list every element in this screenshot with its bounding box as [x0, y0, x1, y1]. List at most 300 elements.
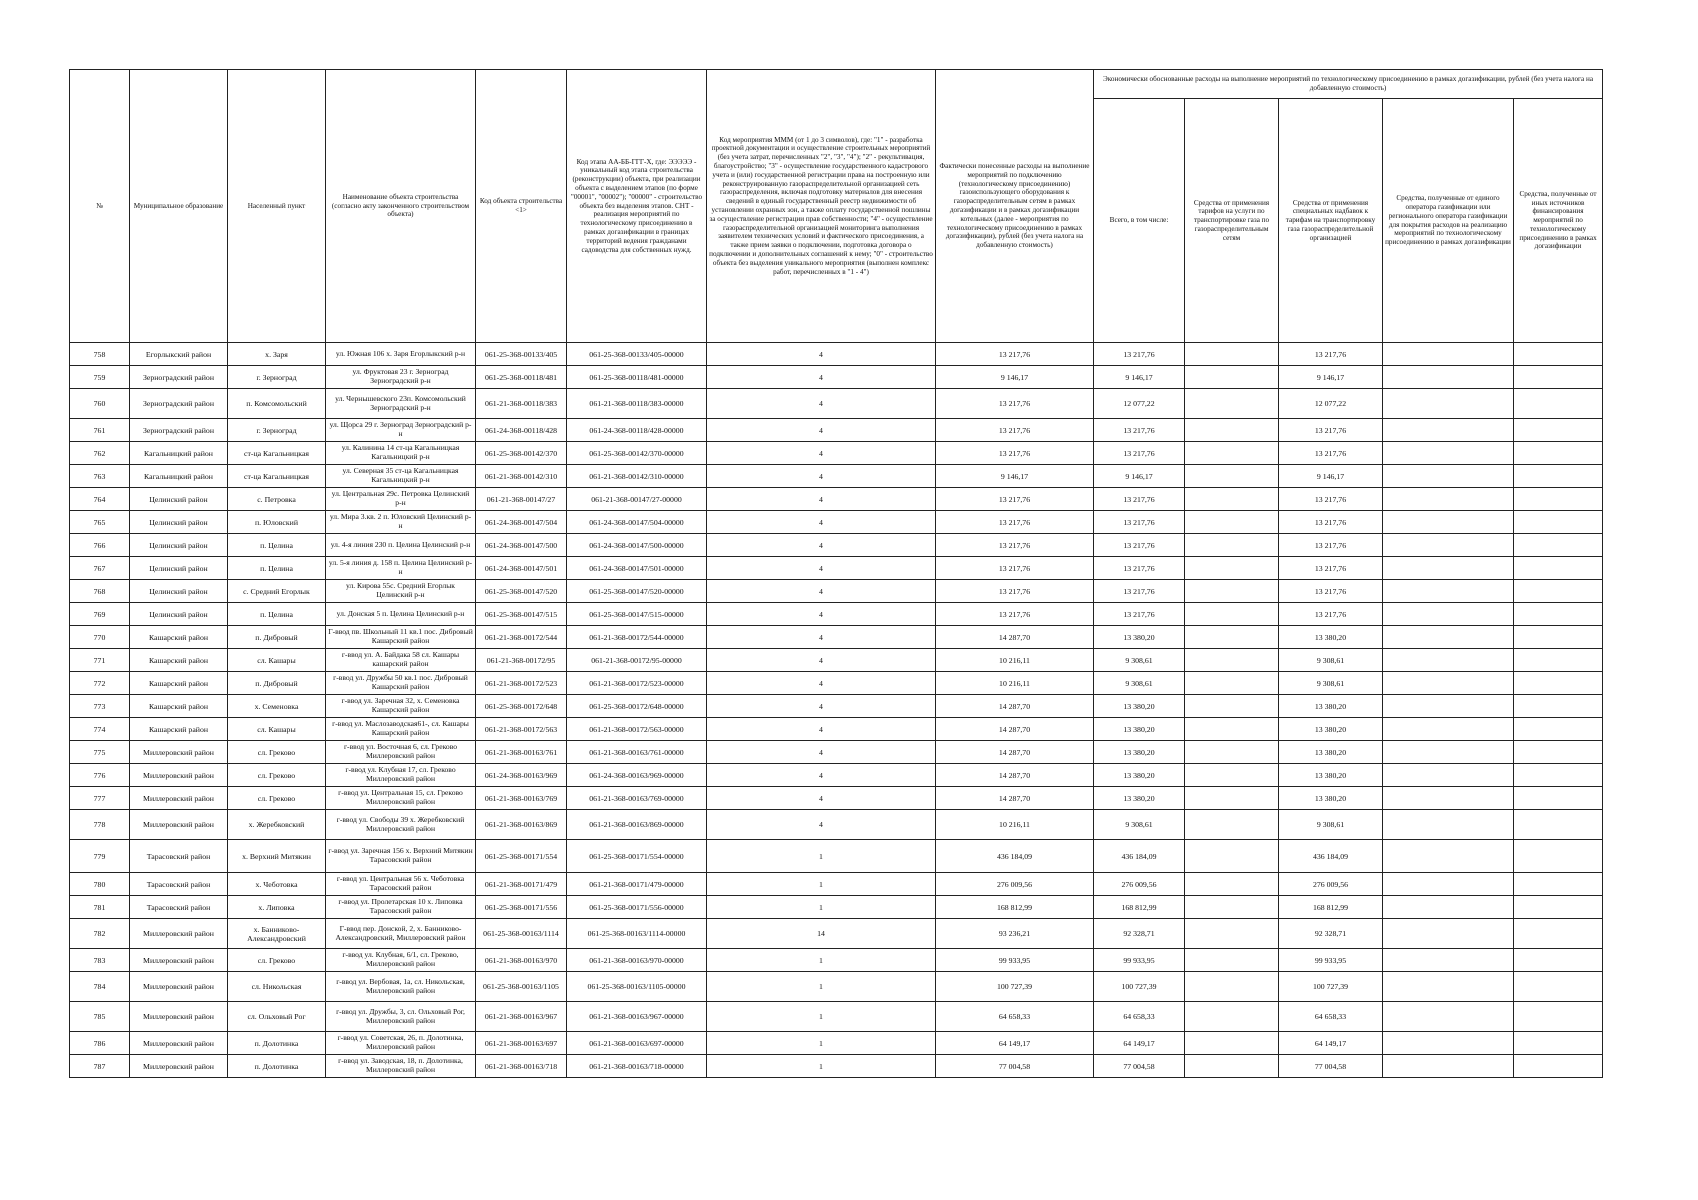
row-tariff-funds	[1185, 580, 1279, 603]
row-special-surcharge: 13 217,76	[1279, 442, 1383, 465]
row-event-code: 4	[707, 603, 936, 626]
row-stage-code: 061-25-368-00172/648-00000	[567, 695, 707, 718]
row-special-surcharge: 100 727,39	[1279, 972, 1383, 1002]
row-special-surcharge: 9 146,17	[1279, 465, 1383, 488]
row-other-funds	[1514, 672, 1603, 695]
row-stage-code: 061-24-368-00118/428-00000	[567, 419, 707, 442]
row-settlement: с. Средний Егорлык	[228, 580, 326, 603]
row-object-code: 061-24-368-00147/504	[476, 511, 567, 534]
row-number: 761	[70, 419, 130, 442]
row-other-funds	[1514, 626, 1603, 649]
row-actual-costs: 13 217,76	[936, 580, 1094, 603]
row-special-surcharge: 77 004,58	[1279, 1055, 1383, 1078]
row-object-name: ул. 4-я линия 230 п. Целина Целинский р-н	[326, 534, 476, 557]
row-municipality: Зерноградский район	[130, 389, 228, 419]
row-stage-code: 061-24-368-00163/969-00000	[567, 764, 707, 787]
row-special-surcharge: 13 217,76	[1279, 511, 1383, 534]
row-stage-code: 061-25-368-00118/481-00000	[567, 366, 707, 389]
table-row	[70, 465, 1603, 488]
row-tariff-funds	[1185, 626, 1279, 649]
row-settlement: сл. Греково	[228, 949, 326, 972]
row-special-surcharge: 13 380,20	[1279, 695, 1383, 718]
row-special-surcharge: 13 217,76	[1279, 534, 1383, 557]
row-object-code: 061-21-368-00171/479	[476, 873, 567, 896]
row-event-code: 4	[707, 511, 936, 534]
row-object-code: 061-21-368-00163/967	[476, 1002, 567, 1032]
row-object-name: ул. Центральная 29с. Петровка Целинский р-н	[326, 488, 476, 511]
table-row	[70, 787, 1603, 810]
row-actual-costs: 14 287,70	[936, 741, 1094, 764]
row-object-name: ул. Донская 5 п. Целина Целинский р-н	[326, 603, 476, 626]
table-row	[70, 919, 1603, 949]
row-operator-funds	[1383, 896, 1514, 919]
row-event-code: 4	[707, 465, 936, 488]
row-municipality: Зерноградский район	[130, 419, 228, 442]
row-tariff-funds	[1185, 873, 1279, 896]
row-municipality: Кашарский район	[130, 626, 228, 649]
row-object-name: г-ввод ул. Центральная 15, сл. Греково Миллеровский район	[326, 787, 476, 810]
row-settlement: п. Целина	[228, 557, 326, 580]
row-object-name: ул. Мира 3.кв. 2 п. Юловский Целинский р-н	[326, 511, 476, 534]
row-event-code: 4	[707, 626, 936, 649]
row-special-surcharge: 13 217,76	[1279, 488, 1383, 511]
row-object-code: 061-25-368-00172/648	[476, 695, 567, 718]
col-header-special-surcharge-funds: Средства от применения специальных надбавок к тарифам на транспортировку газа газораспределительной организацией	[1279, 99, 1383, 343]
row-object-code: 061-25-368-00142/370	[476, 442, 567, 465]
table-row	[70, 810, 1603, 840]
table-row	[70, 949, 1603, 972]
row-actual-costs: 13 217,76	[936, 511, 1094, 534]
row-settlement: п. Долотинка	[228, 1032, 326, 1055]
row-settlement: сл. Греково	[228, 764, 326, 787]
table-row	[70, 1055, 1603, 1078]
row-event-code: 4	[707, 580, 936, 603]
row-object-name: ул. Фруктовая 23 г. Зерноград Зерноградский р-н	[326, 366, 476, 389]
row-stage-code: 061-21-368-00172/95-00000	[567, 649, 707, 672]
row-settlement: г. Зерноград	[228, 419, 326, 442]
row-event-code: 4	[707, 442, 936, 465]
row-municipality: Кашарский район	[130, 718, 228, 741]
row-actual-costs: 10 216,11	[936, 649, 1094, 672]
row-other-funds	[1514, 557, 1603, 580]
row-settlement: х. Семеновка	[228, 695, 326, 718]
row-operator-funds	[1383, 511, 1514, 534]
row-special-surcharge: 13 217,76	[1279, 343, 1383, 366]
row-total: 436 184,09	[1094, 840, 1185, 873]
row-municipality: Целинский район	[130, 603, 228, 626]
row-number: 778	[70, 810, 130, 840]
table-row	[70, 972, 1603, 1002]
row-number: 769	[70, 603, 130, 626]
table-row	[70, 764, 1603, 787]
row-number: 767	[70, 557, 130, 580]
row-tariff-funds	[1185, 741, 1279, 764]
table-row	[70, 695, 1603, 718]
row-tariff-funds	[1185, 366, 1279, 389]
table-row	[70, 1032, 1603, 1055]
row-municipality: Егорлыкский район	[130, 343, 228, 366]
row-total: 13 380,20	[1094, 741, 1185, 764]
row-settlement: сл. Кашары	[228, 718, 326, 741]
row-event-code: 4	[707, 366, 936, 389]
row-object-code: 061-24-368-00147/501	[476, 557, 567, 580]
row-object-code: 061-21-368-00172/95	[476, 649, 567, 672]
row-event-code: 1	[707, 896, 936, 919]
row-event-code: 4	[707, 419, 936, 442]
row-tariff-funds	[1185, 557, 1279, 580]
row-operator-funds	[1383, 1032, 1514, 1055]
tech-connection-table	[69, 69, 1603, 1078]
row-actual-costs: 100 727,39	[936, 972, 1094, 1002]
row-other-funds	[1514, 603, 1603, 626]
row-event-code: 4	[707, 389, 936, 419]
row-stage-code: 061-21-368-00163/761-00000	[567, 741, 707, 764]
row-special-surcharge: 9 308,61	[1279, 672, 1383, 695]
table-row	[70, 1002, 1603, 1032]
row-actual-costs: 14 287,70	[936, 718, 1094, 741]
row-total: 64 149,17	[1094, 1032, 1185, 1055]
row-tariff-funds	[1185, 787, 1279, 810]
row-other-funds	[1514, 1032, 1603, 1055]
row-operator-funds	[1383, 366, 1514, 389]
row-actual-costs: 168 812,99	[936, 896, 1094, 919]
row-operator-funds	[1383, 695, 1514, 718]
row-actual-costs: 276 009,56	[936, 873, 1094, 896]
row-object-code: 061-25-368-00147/515	[476, 603, 567, 626]
row-other-funds	[1514, 511, 1603, 534]
row-other-funds	[1514, 389, 1603, 419]
row-event-code: 1	[707, 840, 936, 873]
row-stage-code: 061-21-368-00163/970-00000	[567, 949, 707, 972]
table-row	[70, 366, 1603, 389]
table-row	[70, 896, 1603, 919]
row-total: 9 146,17	[1094, 465, 1185, 488]
col-header-operator-funds: Средства, полученные от единого оператора газификации или регионального оператора газификации для покрытия расходов на реализацию мероприятий по технологическому присоединению в рамках догазификации	[1383, 99, 1514, 343]
row-other-funds	[1514, 465, 1603, 488]
row-stage-code: 061-21-368-00142/310-00000	[567, 465, 707, 488]
row-special-surcharge: 13 380,20	[1279, 787, 1383, 810]
row-stage-code: 061-21-368-00163/697-00000	[567, 1032, 707, 1055]
row-actual-costs: 93 236,21	[936, 919, 1094, 949]
row-stage-code: 061-21-368-00118/383-00000	[567, 389, 707, 419]
row-settlement: п. Комсомольский	[228, 389, 326, 419]
row-other-funds	[1514, 972, 1603, 1002]
row-other-funds	[1514, 873, 1603, 896]
row-actual-costs: 14 287,70	[936, 626, 1094, 649]
row-total: 12 077,22	[1094, 389, 1185, 419]
table-row	[70, 419, 1603, 442]
table-row	[70, 343, 1603, 366]
row-settlement: сл. Никольская	[228, 972, 326, 1002]
row-total: 13 380,20	[1094, 764, 1185, 787]
table-header	[70, 70, 1603, 343]
row-object-name: г-ввод ул. Пролетарская 10 х. Липовка Тарасовский район	[326, 896, 476, 919]
row-stage-code: 061-21-368-00172/544-00000	[567, 626, 707, 649]
row-municipality: Кашарский район	[130, 649, 228, 672]
row-other-funds	[1514, 919, 1603, 949]
row-actual-costs: 13 217,76	[936, 442, 1094, 465]
row-total: 13 217,76	[1094, 419, 1185, 442]
row-other-funds	[1514, 366, 1603, 389]
row-event-code: 4	[707, 787, 936, 810]
row-actual-costs: 77 004,58	[936, 1055, 1094, 1078]
row-municipality: Миллеровский район	[130, 1032, 228, 1055]
row-actual-costs: 13 217,76	[936, 557, 1094, 580]
row-number: 776	[70, 764, 130, 787]
row-settlement: х. Верхний Митякин	[228, 840, 326, 873]
row-special-surcharge: 13 217,76	[1279, 603, 1383, 626]
row-operator-funds	[1383, 718, 1514, 741]
row-object-code: 061-21-368-00118/383	[476, 389, 567, 419]
row-stage-code: 061-21-368-00163/869-00000	[567, 810, 707, 840]
row-municipality: Миллеровский район	[130, 787, 228, 810]
row-number: 777	[70, 787, 130, 810]
row-special-surcharge: 12 077,22	[1279, 389, 1383, 419]
table-row	[70, 649, 1603, 672]
row-object-name: г-ввод ул. Маслозаводская61-, сл. Кашары Кашарский район	[326, 718, 476, 741]
row-municipality: Кагальницкий район	[130, 465, 228, 488]
row-event-code: 1	[707, 1002, 936, 1032]
row-event-code: 4	[707, 810, 936, 840]
row-number: 759	[70, 366, 130, 389]
col-header-total: Всего, в том числе:	[1094, 99, 1185, 343]
col-group-header-economic-costs: Экономически обоснованные расходы на выполнение мероприятий по технологическому присоединению в рамках догазификации, рублей (без учета налога на добавленную стоимость)	[1094, 70, 1603, 99]
row-event-code: 1	[707, 1055, 936, 1078]
row-stage-code: 061-25-368-00147/515-00000	[567, 603, 707, 626]
row-other-funds	[1514, 1002, 1603, 1032]
row-total: 13 217,76	[1094, 580, 1185, 603]
row-operator-funds	[1383, 840, 1514, 873]
row-stage-code: 061-25-368-00171/554-00000	[567, 840, 707, 873]
row-event-code: 4	[707, 557, 936, 580]
row-tariff-funds	[1185, 343, 1279, 366]
row-object-code: 061-25-368-00171/554	[476, 840, 567, 873]
row-operator-funds	[1383, 972, 1514, 1002]
row-object-name: г-ввод ул. Восточная 6, сл. Греково Миллеровский район	[326, 741, 476, 764]
row-stage-code: 061-25-368-00171/556-00000	[567, 896, 707, 919]
row-special-surcharge: 13 380,20	[1279, 718, 1383, 741]
row-special-surcharge: 9 308,61	[1279, 649, 1383, 672]
row-stage-code: 061-21-368-00163/769-00000	[567, 787, 707, 810]
row-number: 781	[70, 896, 130, 919]
col-header-object-code: Код объекта строительства <1>	[476, 70, 567, 343]
row-object-name: г-ввод ул. Заречная 32, х. Семеновка Кашарский район	[326, 695, 476, 718]
row-operator-funds	[1383, 580, 1514, 603]
row-tariff-funds	[1185, 465, 1279, 488]
row-event-code: 4	[707, 343, 936, 366]
row-number: 782	[70, 919, 130, 949]
row-actual-costs: 9 146,17	[936, 366, 1094, 389]
row-municipality: Целинский район	[130, 580, 228, 603]
row-actual-costs: 99 933,95	[936, 949, 1094, 972]
row-actual-costs: 13 217,76	[936, 419, 1094, 442]
row-number: 771	[70, 649, 130, 672]
row-tariff-funds	[1185, 764, 1279, 787]
row-settlement: сл. Кашары	[228, 649, 326, 672]
row-object-code: 061-21-368-00163/761	[476, 741, 567, 764]
row-actual-costs: 14 287,70	[936, 764, 1094, 787]
row-stage-code: 061-21-368-00171/479-00000	[567, 873, 707, 896]
row-stage-code: 061-25-368-00163/1105-00000	[567, 972, 707, 1002]
row-other-funds	[1514, 649, 1603, 672]
row-object-code: 061-25-368-00147/520	[476, 580, 567, 603]
row-other-funds	[1514, 840, 1603, 873]
row-tariff-funds	[1185, 649, 1279, 672]
row-settlement: п. Долотинка	[228, 1055, 326, 1078]
row-total: 168 812,99	[1094, 896, 1185, 919]
row-special-surcharge: 13 217,76	[1279, 580, 1383, 603]
row-number: 780	[70, 873, 130, 896]
row-settlement: г. Зерноград	[228, 366, 326, 389]
row-total: 13 380,20	[1094, 695, 1185, 718]
row-other-funds	[1514, 343, 1603, 366]
row-tariff-funds	[1185, 442, 1279, 465]
row-total: 9 308,61	[1094, 672, 1185, 695]
row-operator-funds	[1383, 1002, 1514, 1032]
row-event-code: 1	[707, 873, 936, 896]
row-operator-funds	[1383, 488, 1514, 511]
row-tariff-funds	[1185, 919, 1279, 949]
table-body	[70, 343, 1603, 1078]
row-event-code: 1	[707, 1032, 936, 1055]
row-event-code: 1	[707, 949, 936, 972]
row-object-name: ул. Калинина 14 ст-ца Кагальницкая Кагальницкий р-н	[326, 442, 476, 465]
col-header-municipality: Муниципальное образование	[130, 70, 228, 343]
row-settlement: ст-ца Кагальницкая	[228, 465, 326, 488]
row-municipality: Миллеровский район	[130, 1055, 228, 1078]
row-object-name: ул. Кирова 55с. Средний Егорлык Целинский р-н	[326, 580, 476, 603]
row-municipality: Целинский район	[130, 557, 228, 580]
row-actual-costs: 13 217,76	[936, 534, 1094, 557]
row-operator-funds	[1383, 741, 1514, 764]
row-object-code: 061-25-368-00133/405	[476, 343, 567, 366]
row-actual-costs: 10 216,11	[936, 672, 1094, 695]
table-row	[70, 580, 1603, 603]
row-actual-costs: 13 217,76	[936, 603, 1094, 626]
row-operator-funds	[1383, 672, 1514, 695]
row-number: 758	[70, 343, 130, 366]
table-row	[70, 626, 1603, 649]
row-number: 772	[70, 672, 130, 695]
row-object-name: ул. Чернышевского 23п. Комсомольский Зерноградский р-н	[326, 389, 476, 419]
row-settlement: п. Юловский	[228, 511, 326, 534]
row-object-code: 061-21-368-00163/970	[476, 949, 567, 972]
row-total: 92 328,71	[1094, 919, 1185, 949]
row-other-funds	[1514, 1055, 1603, 1078]
row-tariff-funds	[1185, 419, 1279, 442]
row-municipality: Целинский район	[130, 488, 228, 511]
row-other-funds	[1514, 810, 1603, 840]
row-event-code: 4	[707, 672, 936, 695]
col-header-event-code: Код мероприятия ММM (от 1 до 3 символов), где: "1" - разработка проектной документации и осуществление строительных мероприятий (без учета затрат, перечисленных "2", "3", "4"); "2" - рекультивация, благоустройство; "3" - осуществление государственного кадастрового учета и (или) государственной регистрации права на построенную или реконструированную газораспределительной организацией сеть газораспределения, включая подготовку материалов для внесения сведений в единый государственный реестр недвижимости об установлении охранных зон, а также оплату государственной пошлины за осуществление регистрации прав собственности; "4" - осуществление газораспределительной организацией мониторинга выполнения заявителем технических условий и фактического присоединения, а также прием заявки о подключении, подготовка договора о подключении и дополнительных соглашений к нему; "0" - строительство объекта без выделения уникального мероприятия (выполнен комплекс работ, перечисленных в "1 - 4")	[707, 70, 936, 343]
row-municipality: Целинский район	[130, 511, 228, 534]
row-event-code: 4	[707, 741, 936, 764]
row-number: 783	[70, 949, 130, 972]
col-header-settlement: Населенный пункт	[228, 70, 326, 343]
row-object-name: ул. 5-я линия д. 158 п. Целина Целинский р-н	[326, 557, 476, 580]
row-municipality: Целинский район	[130, 534, 228, 557]
col-header-object-name: Наименование объекта строительства (согласно акту законченного строительством объекта)	[326, 70, 476, 343]
row-tariff-funds	[1185, 511, 1279, 534]
row-operator-funds	[1383, 626, 1514, 649]
row-special-surcharge: 168 812,99	[1279, 896, 1383, 919]
row-settlement: х. Заря	[228, 343, 326, 366]
row-object-name: г-ввод ул. Центральная 56 х. Чеботовка Тарасовский район	[326, 873, 476, 896]
row-other-funds	[1514, 741, 1603, 764]
row-object-name: г-ввод ул. Клубная 17, сл. Греково Миллеровский район	[326, 764, 476, 787]
row-settlement: сл. Греково	[228, 741, 326, 764]
row-actual-costs: 64 658,33	[936, 1002, 1094, 1032]
row-object-code: 061-25-368-00163/1114	[476, 919, 567, 949]
row-other-funds	[1514, 764, 1603, 787]
row-event-code: 4	[707, 718, 936, 741]
row-event-code: 4	[707, 695, 936, 718]
row-object-code: 061-21-368-00172/563	[476, 718, 567, 741]
row-other-funds	[1514, 787, 1603, 810]
row-operator-funds	[1383, 419, 1514, 442]
row-municipality: Кагальницкий район	[130, 442, 228, 465]
row-object-code: 061-25-368-00118/481	[476, 366, 567, 389]
row-object-code: 061-21-368-00163/869	[476, 810, 567, 840]
row-operator-funds	[1383, 534, 1514, 557]
row-operator-funds	[1383, 1055, 1514, 1078]
row-settlement: п. Целина	[228, 603, 326, 626]
row-special-surcharge: 13 217,76	[1279, 419, 1383, 442]
row-object-code: 061-21-368-00142/310	[476, 465, 567, 488]
row-total: 13 217,76	[1094, 442, 1185, 465]
row-other-funds	[1514, 442, 1603, 465]
row-other-funds	[1514, 949, 1603, 972]
row-settlement: х. Чеботовка	[228, 873, 326, 896]
row-operator-funds	[1383, 919, 1514, 949]
row-operator-funds	[1383, 649, 1514, 672]
row-special-surcharge: 13 380,20	[1279, 741, 1383, 764]
row-operator-funds	[1383, 343, 1514, 366]
row-total: 13 217,76	[1094, 488, 1185, 511]
row-number: 763	[70, 465, 130, 488]
row-number: 766	[70, 534, 130, 557]
row-special-surcharge: 9 146,17	[1279, 366, 1383, 389]
row-total: 100 727,39	[1094, 972, 1185, 1002]
row-object-name: г-ввод ул. Дружбы, 3, сл. Ольховый Рог, Миллеровский район	[326, 1002, 476, 1032]
row-operator-funds	[1383, 465, 1514, 488]
row-number: 768	[70, 580, 130, 603]
row-settlement: х. Жеребковский	[228, 810, 326, 840]
row-object-name: г-ввод ул. Дружбы 50 кв.1 пос. Дибровый Кашарский район	[326, 672, 476, 695]
row-operator-funds	[1383, 442, 1514, 465]
row-settlement: ст-ца Кагальницкая	[228, 442, 326, 465]
row-operator-funds	[1383, 949, 1514, 972]
row-object-code: 061-25-368-00171/556	[476, 896, 567, 919]
row-object-code: 061-21-368-00163/769	[476, 787, 567, 810]
row-operator-funds	[1383, 557, 1514, 580]
row-operator-funds	[1383, 810, 1514, 840]
row-event-code: 1	[707, 972, 936, 1002]
row-object-name: г-ввод ул. А. Байдака 58 сл. Кашары кашарский район	[326, 649, 476, 672]
row-special-surcharge: 99 933,95	[1279, 949, 1383, 972]
row-special-surcharge: 13 217,76	[1279, 557, 1383, 580]
row-number: 775	[70, 741, 130, 764]
row-total: 13 217,76	[1094, 557, 1185, 580]
row-tariff-funds	[1185, 534, 1279, 557]
row-special-surcharge: 13 380,20	[1279, 764, 1383, 787]
row-number: 773	[70, 695, 130, 718]
table-row	[70, 603, 1603, 626]
row-stage-code: 061-21-368-00163/967-00000	[567, 1002, 707, 1032]
row-settlement: с. Петровка	[228, 488, 326, 511]
row-settlement: п. Дибровый	[228, 626, 326, 649]
row-object-name: г-ввод ул. Клубная, 6/1, сл. Греково, Миллеровский район	[326, 949, 476, 972]
